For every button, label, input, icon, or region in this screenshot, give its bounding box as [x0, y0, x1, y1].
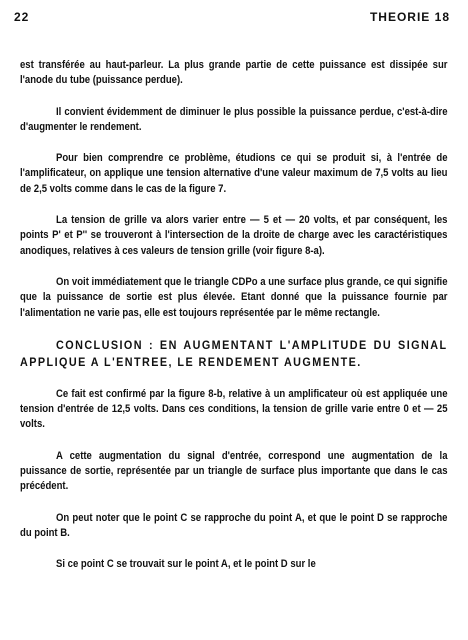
paragraph: Pour bien comprendre ce problème, étudions ce qui se produit si, à l'entrée de l'amplificateur, on applique une tension alternative d'une valeur maximum de 7,5 volts au lieu de 2,5 volts comme dans le cas de la figure 7.	[20, 152, 448, 195]
paragraph: Si ce point C se trouvait sur le point A, et le point D sur le	[56, 558, 316, 571]
paragraph: Ce fait est confirmé par la figure 8-b, relative à un amplificateur où est appliquée une tension d'entrée de 12,5 volts. Dans ces conditions, la tension de grille varie entre 0 et — 25 volts.	[20, 387, 448, 431]
page-number: 22	[14, 10, 30, 24]
paragraph: On peut noter que le point C se rapproche du point A, et que le point D se rapproche du point B.	[20, 511, 448, 539]
paragraph: A cette augmentation du signal d'entrée, correspond une augmentation de la puissance de sortie, représentée par un triangle de surface plus importante que dans le cas précédent.	[20, 449, 448, 493]
paragraph: Il convient évidemment de diminuer le plus possible la puissance perdue, c'est-à-dire d'augmenter le rendement.	[20, 105, 448, 133]
running-head: THEORIE 18	[369, 10, 450, 24]
paragraph: est transférée au haut-parleur. La plus grande partie de cette puissance est dissipée sur l'anode du tube (puissance perdue).	[20, 59, 448, 87]
paragraph: La tension de grille va alors varier entre — 5 et — 20 volts, et par conséquent, les points P' et P'' se trouveront à l'intersection de la droite de charge avec les caractéristiques anodiques, relatives à ces valeurs de tension grille (voir figure 8-a).	[20, 214, 448, 257]
conclusion-heading: CONCLUSION : EN AUGMENTANT L'AMPLITUDE DU SIGNAL APPLIQUE A L'ENTREE, LE RENDEMENT AUGMENTE.	[20, 337, 448, 369]
page-header	[14, 10, 450, 28]
body-text	[20, 58, 448, 589]
paragraph: On voit immédiatement que le triangle CDPo a une surface plus grande, ce qui signifie que la puissance de sortie est plus élevée. Etant donné que la puissance fournie par l'alimentation ne varie pas, elle est toujours représentée par le même rectangle.	[20, 275, 448, 319]
